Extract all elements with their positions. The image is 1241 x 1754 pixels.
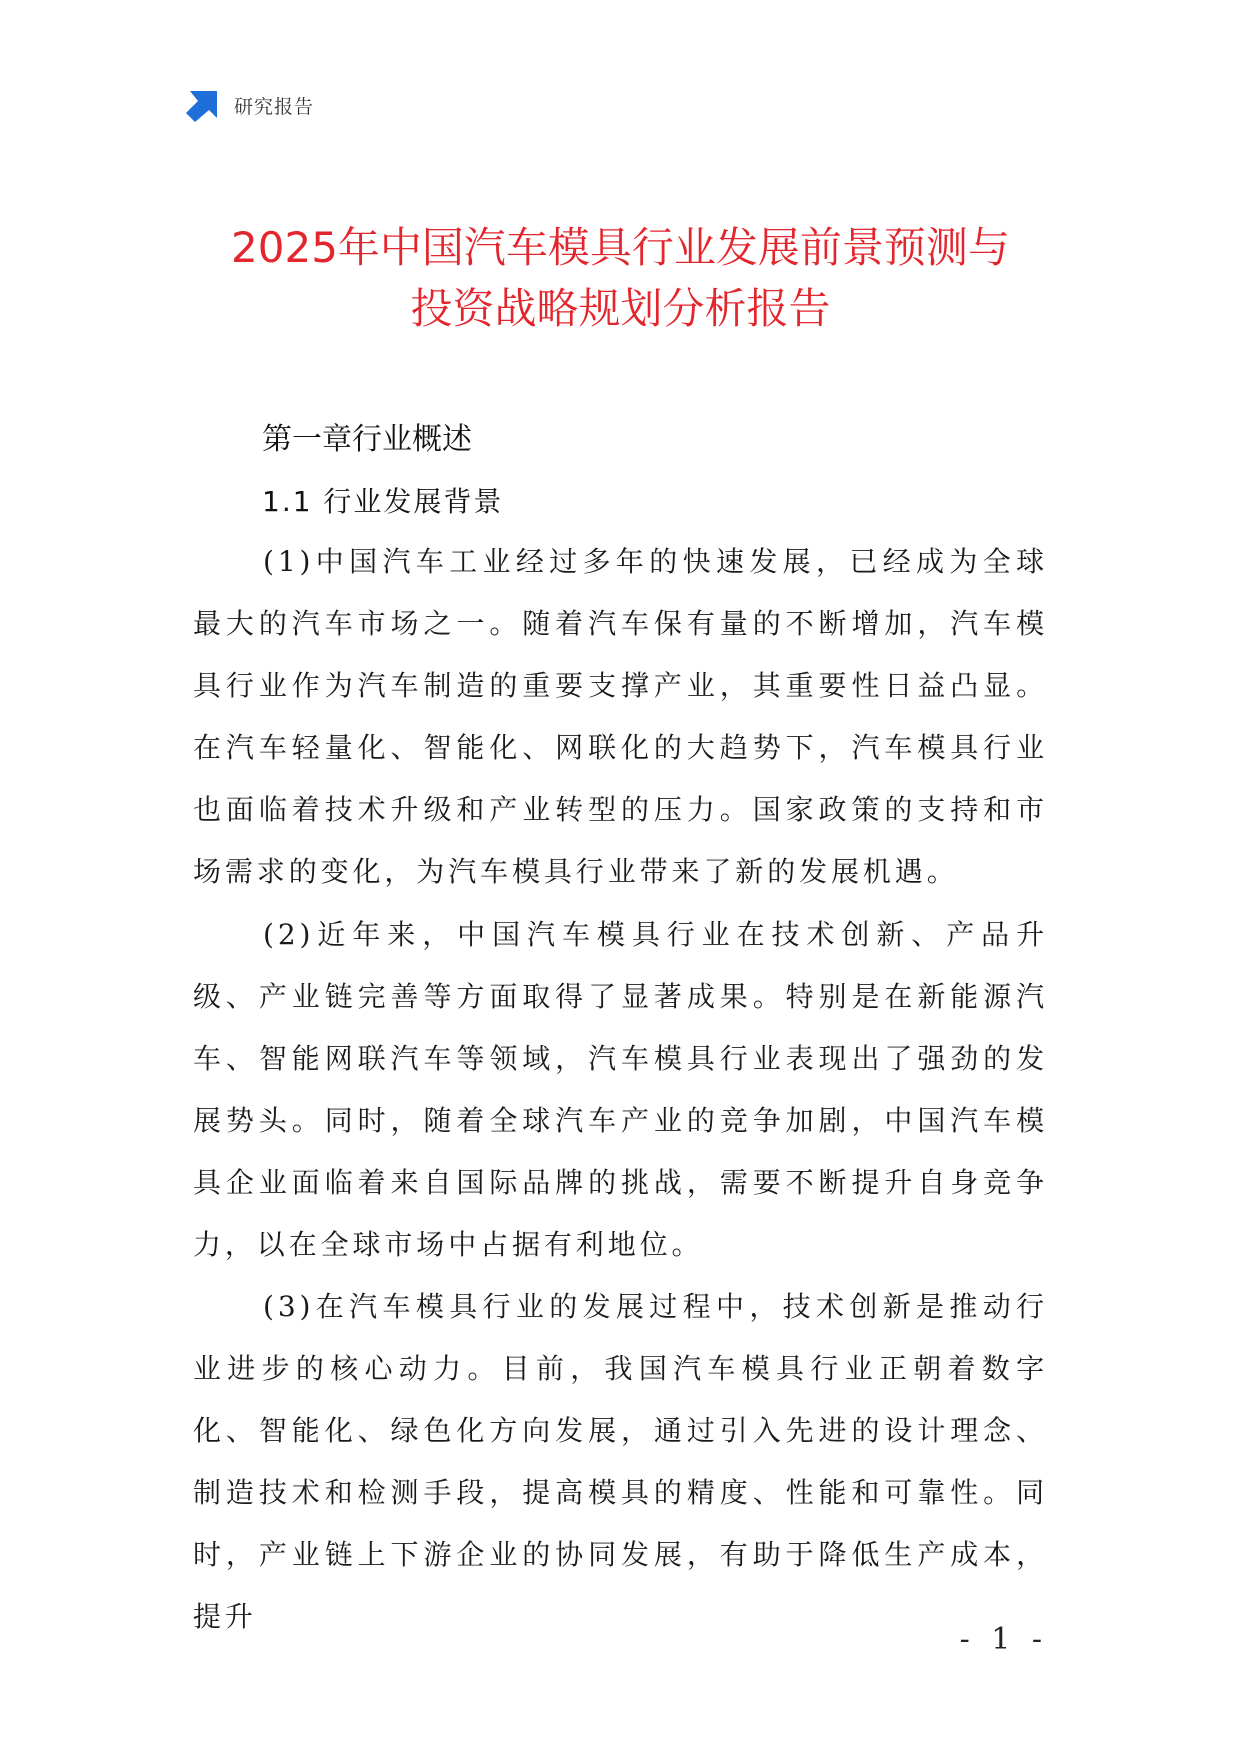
chapter-heading: 第一章行业概述 (262, 422, 472, 457)
body-paragraph: (2)近年来，中国汽车模具行业在技术创新、产品升级、产业链完善等方面取得了显著成果。特别是在新能源汽车、智能网联汽车等领域，汽车模具行业表现出了强劲的发展势头。同时，随着全球汽车产业的竞争加剧，中国汽车模具企业面临着来自国际品牌的挑战，需要不断提升自身竞争力，以在全球市场中占据有利地位。 (193, 918, 1048, 1261)
report-title-line-2: 投资战略规划分析报告 (410, 284, 831, 333)
brand-label: 研究报告 (234, 95, 315, 118)
body-paragraph-3-block (193, 1276, 1048, 1648)
body-paragraph: (3)在汽车模具行业的发展过程中，技术创新是推动行业进步的核心动力。目前，我国汽车模具行业正朝着数字化、智能化、绿色化方向发展，通过引入先进的设计理念、制造技术和检测手段，提高模具的精度、性能和可靠性。同时，产业链上下游企业的协同发展，有助于降低生产成本，提升 (193, 1290, 1048, 1633)
body-paragraph-2-block (193, 904, 1048, 1276)
body-paragraph-1-block (193, 531, 1048, 903)
report-header (186, 88, 314, 122)
section-heading: 1.1 行业发展背景 (262, 485, 504, 518)
diagonal-arrow-icon (186, 88, 220, 122)
body-paragraph: (1)中国汽车工业经过多年的快速发展，已经成为全球最大的汽车市场之一。随着汽车保有量的不断增加，汽车模具行业作为汽车制造的重要支撑产业，其重要性日益凸显。在汽车轻量化、智能化、网联化的大趋势下，汽车模具行业也面临着技术升级和产业转型的压力。国家政策的支持和市场需求的变化，为汽车模具行业带来了新的发展机遇。 (193, 545, 1048, 888)
page-number: - 1 - (959, 1622, 1048, 1657)
report-title-line-1: 2025年中国汽车模具行业发展前景预测与 (231, 223, 1010, 272)
